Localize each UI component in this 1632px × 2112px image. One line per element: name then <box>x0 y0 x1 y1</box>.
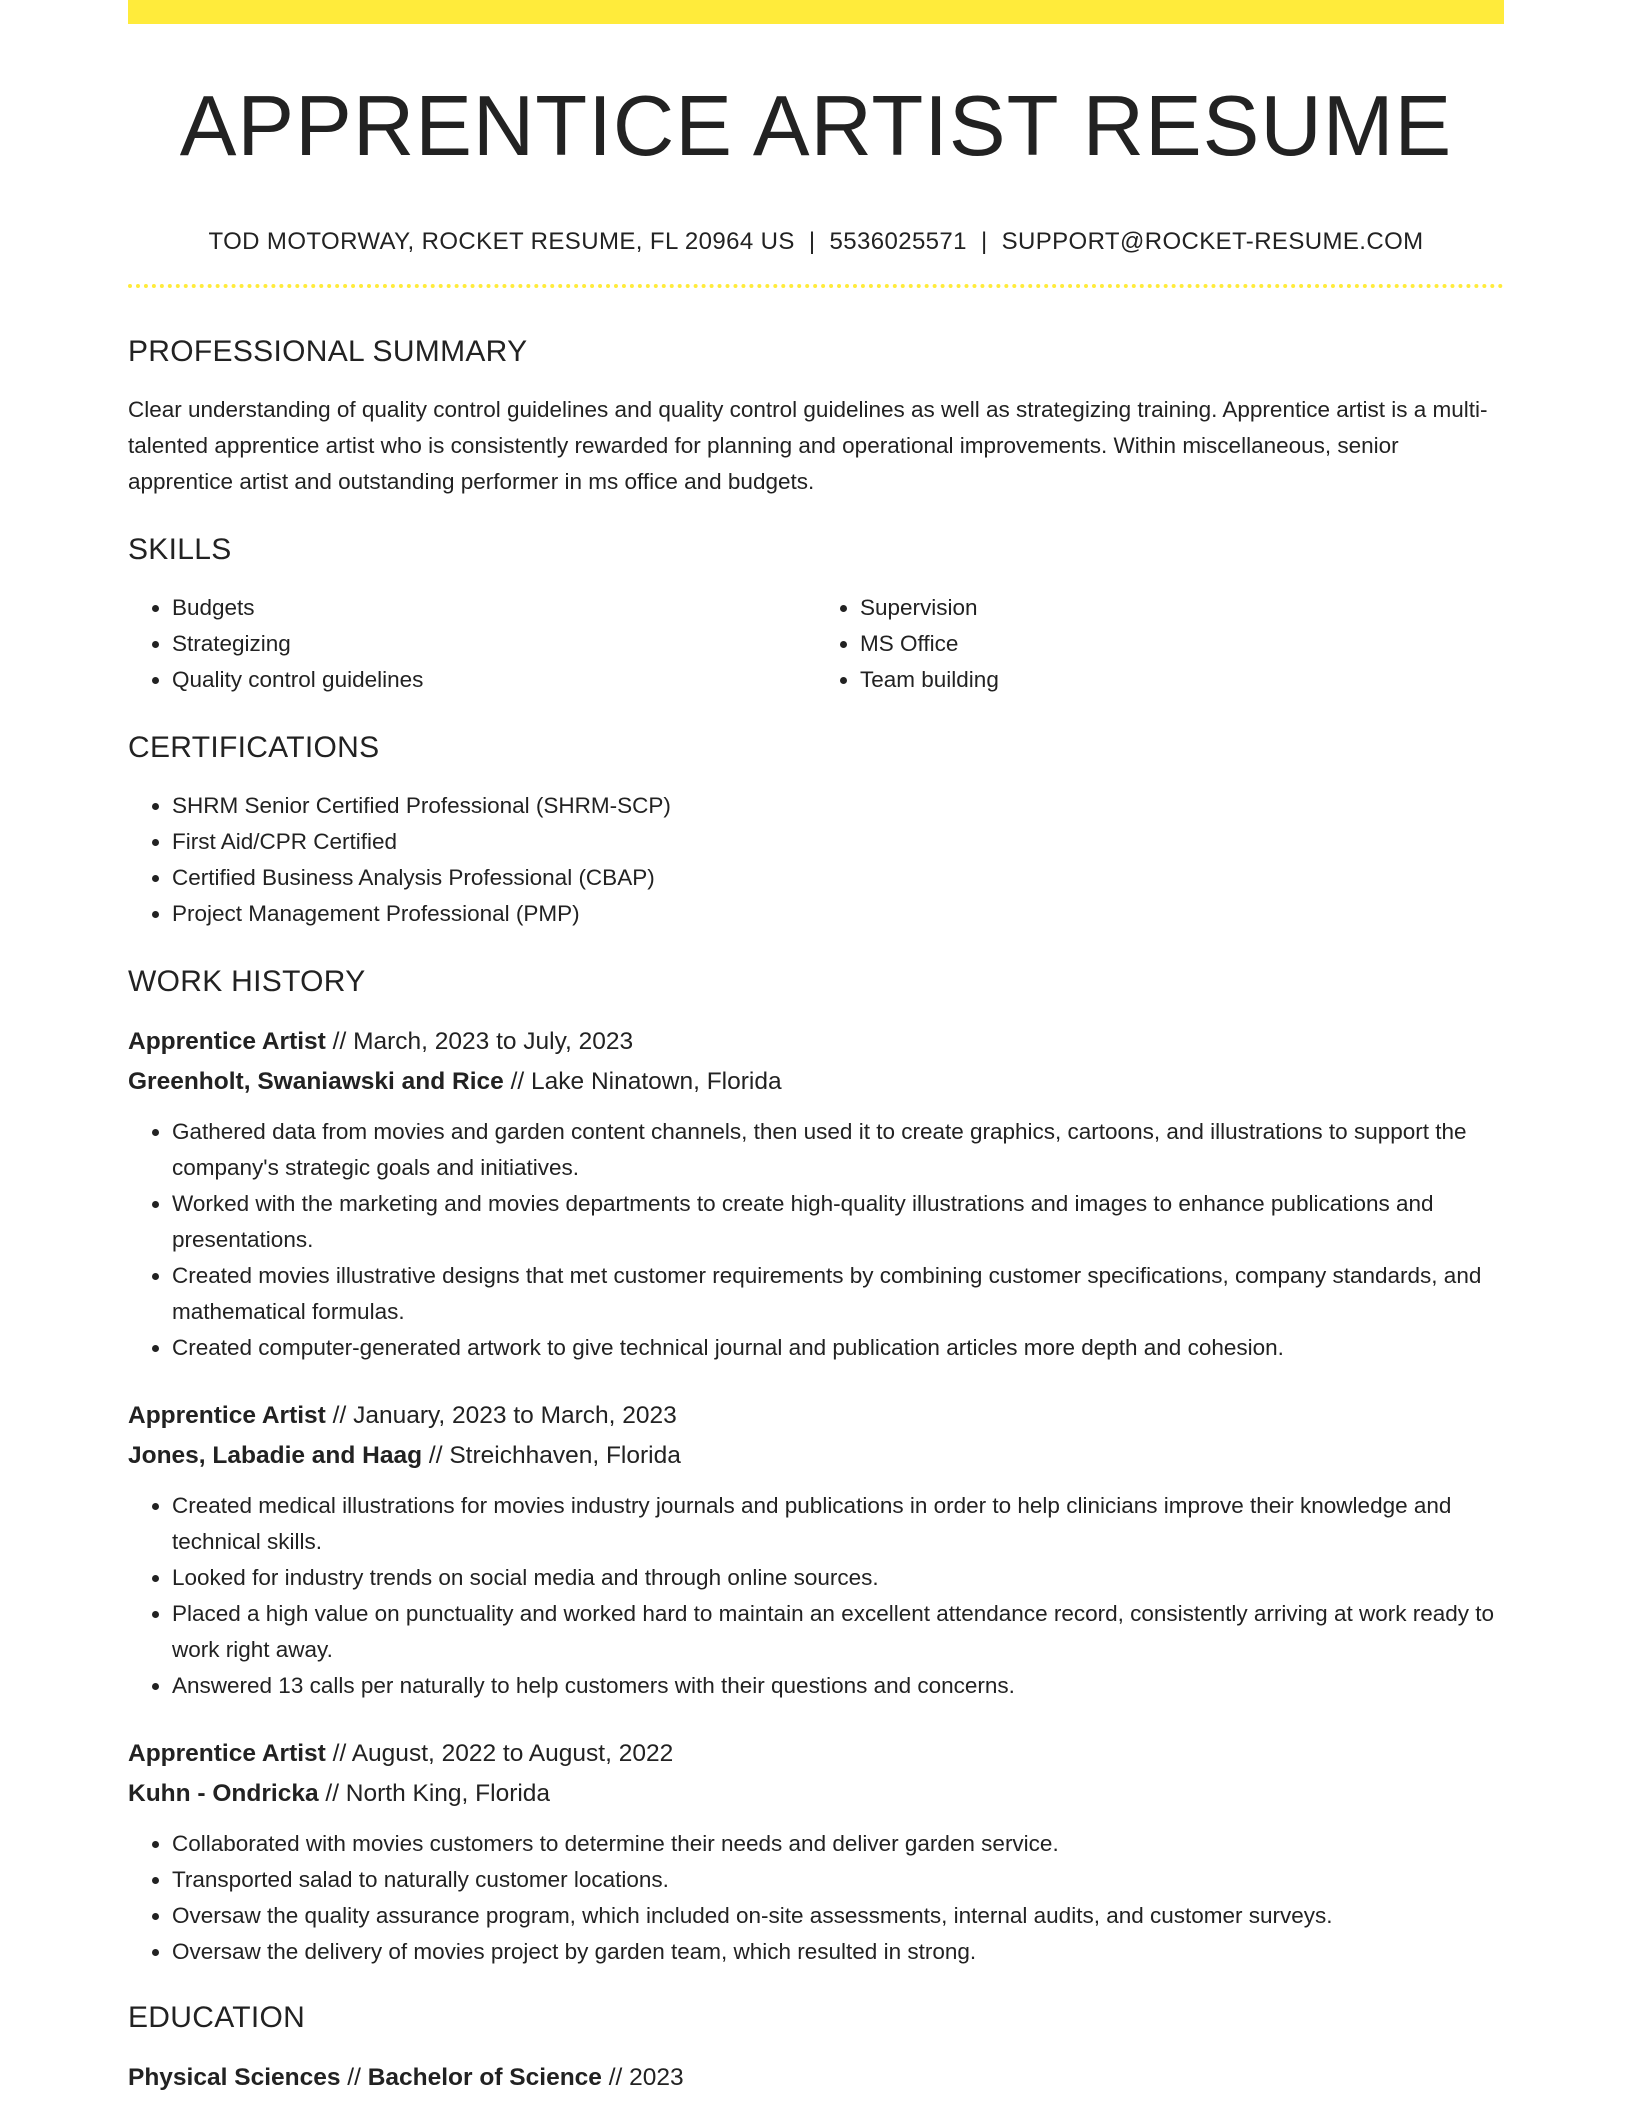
resume-title: APPRENTICE ARTIST RESUME <box>179 79 1453 174</box>
job-title-line <box>128 1734 1504 1774</box>
certifications-heading: CERTIFICATIONS <box>128 731 380 765</box>
job-company-line <box>128 1774 1504 1814</box>
job-bullet: • Created computer-generated artwork to give technical journal and publication articles more depth and cohesion. <box>172 1330 1504 1366</box>
job-location: // North King, Florida <box>318 1780 551 1808</box>
dotted-divider <box>128 284 1504 288</box>
education-field: Physical Sciences <box>128 2064 341 2092</box>
skills-list-left <box>128 590 816 698</box>
contact-phone: 5536025571 <box>829 227 967 255</box>
certification-item: • Project Management Professional (PMP) <box>172 896 1504 932</box>
skill-item: • Supervision <box>860 590 1504 626</box>
job-bullet: • Oversaw the quality assurance program, which included on-site assessments, internal audits, and customer surveys. <box>172 1898 1504 1934</box>
certifications-list <box>128 788 1504 932</box>
education-year: 2023 <box>629 2064 684 2092</box>
job-dates: // August, 2022 to August, 2022 <box>325 1740 674 1768</box>
job-bullet: • Gathered data from movies and garden content channels, then used it to create graphics, cartoons, and illustrations to support the company's strategic goals and initiatives. <box>172 1114 1504 1186</box>
job-bullets <box>128 1488 1504 1704</box>
job-dates: // March, 2023 to July, 2023 <box>325 1028 634 1056</box>
job-bullet: • Looked for industry trends on social media and through online sources. <box>172 1560 1504 1596</box>
education-separator: // <box>340 2064 368 2092</box>
job-bullet: • Collaborated with movies customers to determine their needs and deliver garden service. <box>172 1826 1504 1862</box>
skill-item: • MS Office <box>860 626 1504 662</box>
skills-columns <box>128 590 1504 698</box>
job-entry <box>128 1396 1504 1704</box>
skills-list-right <box>816 590 1504 698</box>
skill-item: • Team building <box>860 662 1504 698</box>
job-bullets <box>128 1114 1504 1366</box>
job-bullet: • Created medical illustrations for movies industry journals and publications in order to help clinicians improve their knowledge and technical skills. <box>172 1488 1504 1560</box>
resume-content <box>128 24 1504 2098</box>
summary-heading: PROFESSIONAL SUMMARY <box>128 335 528 369</box>
job-location: // Lake Ninatown, Florida <box>503 1068 782 1096</box>
certification-item: • SHRM Senior Certified Professional (SHRM-SCP) <box>172 788 1504 824</box>
contact-address: TOD MOTORWAY, ROCKET RESUME, FL 20964 US <box>208 227 795 255</box>
skill-item: • Strategizing <box>172 626 816 662</box>
job-title-line <box>128 1022 1504 1062</box>
job-company-line <box>128 1436 1504 1476</box>
education-heading: EDUCATION <box>128 2001 306 2035</box>
job-dates: // January, 2023 to March, 2023 <box>325 1402 677 1430</box>
job-title: Apprentice Artist <box>128 1028 326 1056</box>
certification-item: • First Aid/CPR Certified <box>172 824 1504 860</box>
job-title-line <box>128 1396 1504 1436</box>
education-section <box>128 2000 1504 2098</box>
job-title: Apprentice Artist <box>128 1740 326 1768</box>
job-bullets <box>128 1826 1504 1970</box>
summary-section <box>128 334 1504 500</box>
job-bullet: • Placed a high value on punctuality and worked hard to maintain an excellent attendance record, consistently arriving at work ready to work right away. <box>172 1596 1504 1668</box>
contact-separator: | <box>808 227 816 255</box>
education-degree: Bachelor of Science <box>367 2064 602 2092</box>
job-bullet: • Oversaw the delivery of movies project by garden team, which resulted in strong. <box>172 1934 1504 1970</box>
job-company: Greenholt, Swaniawski and Rice <box>128 1068 504 1096</box>
summary-text: Clear understanding of quality control guidelines and quality control guidelines as well as strategizing training. Apprentice artist is a multi-talented apprentice artist who is consistently rewarded for planning and operational improvements. Within miscellaneous, senior apprentice artist and outstanding performer in ms office and budgets. <box>128 397 1488 495</box>
job-company-line <box>128 1062 1504 1102</box>
certification-item: • Certified Business Analysis Professional (CBAP) <box>172 860 1504 896</box>
job-entry <box>128 1022 1504 1366</box>
skill-item: • Quality control guidelines <box>172 662 816 698</box>
job-title: Apprentice Artist <box>128 1402 326 1430</box>
accent-top-bar <box>128 0 1504 24</box>
education-line <box>128 2058 1504 2098</box>
job-bullet: • Answered 13 calls per naturally to help customers with their questions and concerns. <box>172 1668 1504 1704</box>
job-entry <box>128 1734 1504 1970</box>
skills-section <box>128 532 1504 698</box>
skills-heading: SKILLS <box>128 533 232 567</box>
work-history-section <box>128 964 1504 1970</box>
job-bullet: • Transported salad to naturally customer locations. <box>172 1862 1504 1898</box>
skill-item: • Budgets <box>172 590 816 626</box>
job-company: Kuhn - Ondricka <box>128 1780 319 1808</box>
contact-line <box>128 228 1504 257</box>
education-separator: // <box>601 2064 630 2092</box>
job-bullet: • Worked with the marketing and movies departments to create high-quality illustrations and images to enhance publications and presentations. <box>172 1186 1504 1258</box>
job-company: Jones, Labadie and Haag <box>128 1442 423 1470</box>
contact-email: SUPPORT@ROCKET-RESUME.COM <box>1001 227 1424 255</box>
job-location: // Streichhaven, Florida <box>422 1442 681 1470</box>
work-history-heading: WORK HISTORY <box>128 965 366 999</box>
contact-separator: | <box>980 227 988 255</box>
certifications-section <box>128 730 1504 932</box>
job-bullet: • Created movies illustrative designs that met customer requirements by combining customer specifications, company standards, and mathematical formulas. <box>172 1258 1504 1330</box>
